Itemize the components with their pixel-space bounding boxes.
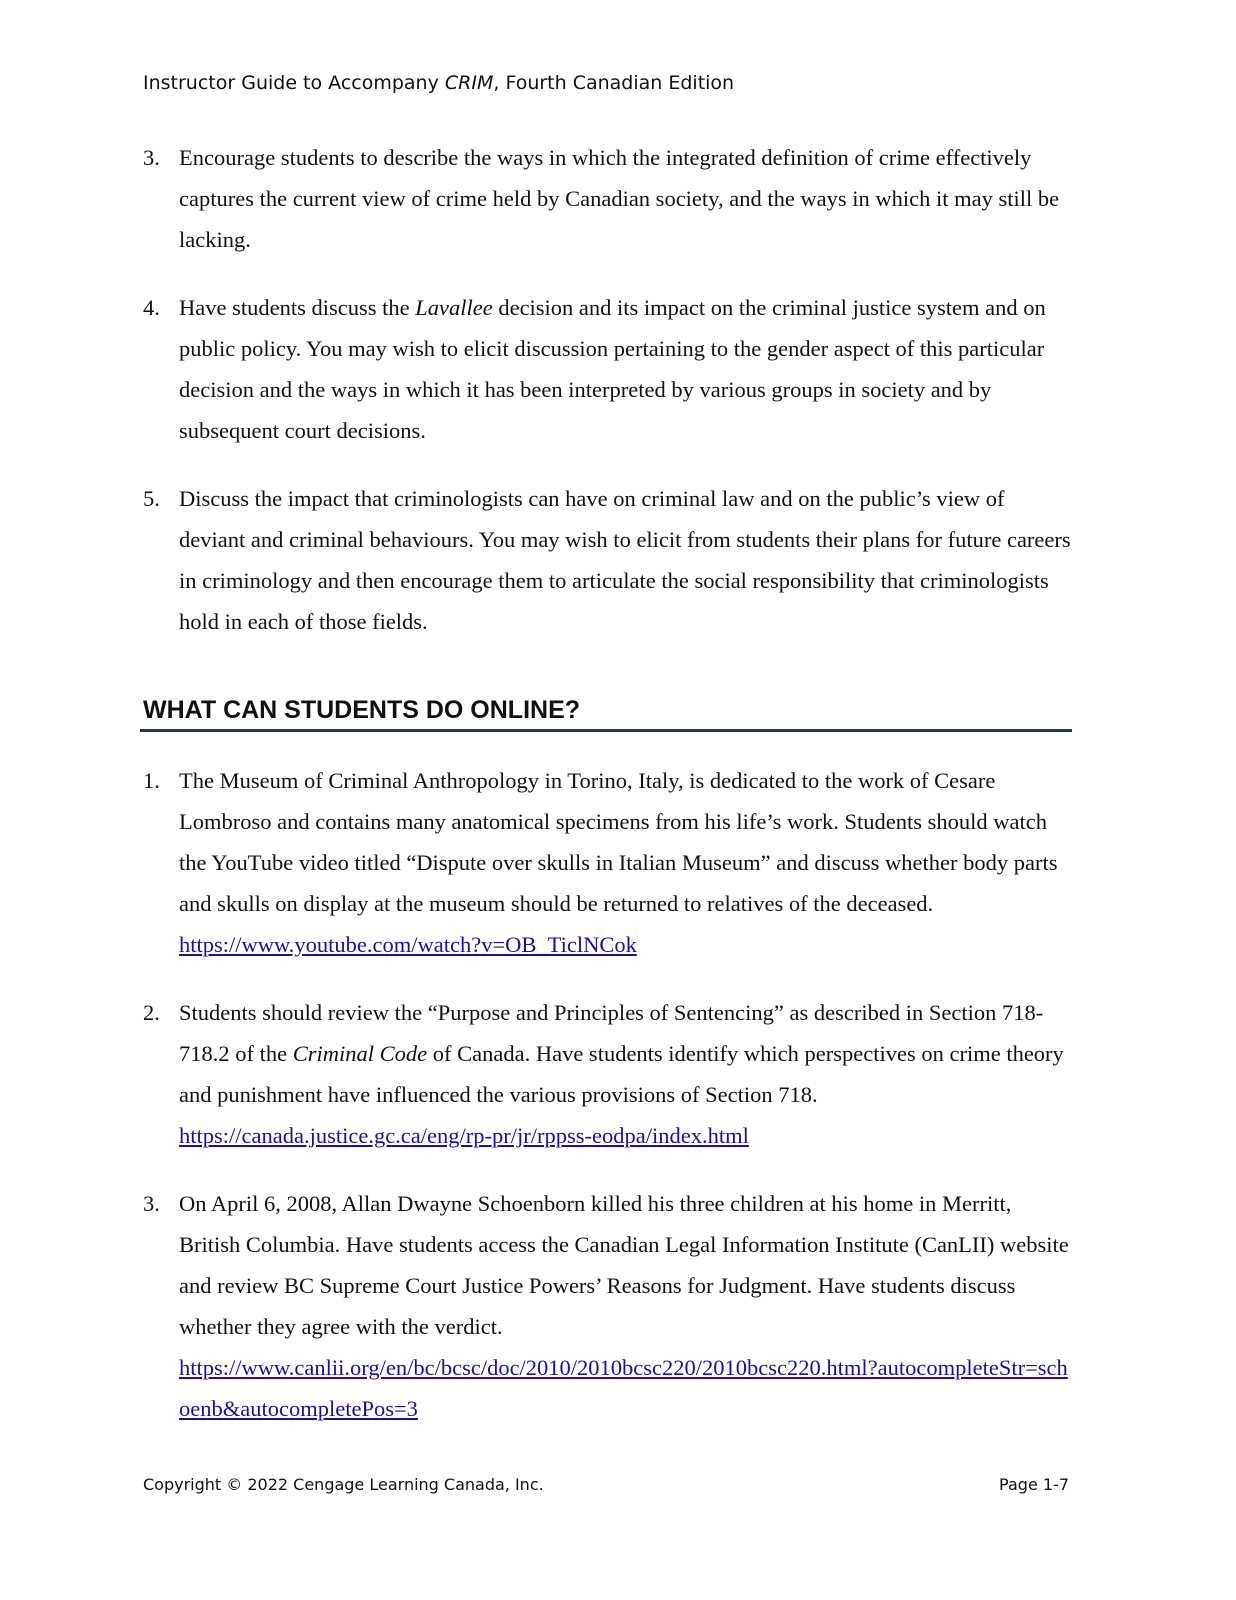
item-number: 4.	[143, 295, 160, 320]
item-text: Discuss the impact that criminologists can have on criminal law and on the public’s view of deviant and criminal behaviours. You may wish to elicit from students their plans for future careers in criminology and then encourage them to articulate the social responsibility that criminologists hold in each of those fields.	[179, 486, 1071, 634]
item-number: 3.	[143, 145, 160, 170]
item-text: Encourage students to describe the ways in which the integrated definition of crime effectively captures the current view of crime held by Canadian society, and the ways in which it may still be lacking.	[179, 145, 1060, 252]
header-book-title: CRIM	[444, 72, 494, 94]
case-name: Lavallee	[415, 295, 493, 320]
item-text-after: decision and its impact on the criminal justice system and on public policy. You may wish to elicit discussion pertaining to the gender aspect of this particular decision and the ways in which it has been interpreted by various groups in society and by subsequent court decisions.	[179, 295, 1046, 443]
canlii-link[interactable]: https://www.canlii.org/en/bc/bcsc/doc/2010/2010bcsc220/2010bcsc220.html?autocompleteStr=schoenb&autocompletePos=3	[179, 1355, 1068, 1421]
discussion-list	[143, 137, 1073, 642]
page-number: Page 1-7	[999, 1475, 1069, 1494]
item-number: 1.	[143, 768, 160, 793]
list-item	[143, 478, 1073, 642]
item-number: 2.	[143, 1000, 160, 1025]
list-item	[143, 760, 1073, 965]
item-number: 5.	[143, 486, 160, 511]
list-item	[143, 137, 1073, 260]
list-item	[143, 1183, 1073, 1429]
list-item	[143, 992, 1073, 1156]
item-text-before: Have students discuss the	[179, 295, 416, 320]
running-header	[143, 72, 734, 94]
list-item	[143, 287, 1073, 451]
header-prefix: Instructor Guide to Accompany	[143, 72, 445, 94]
item-text	[179, 992, 1073, 1115]
item-text: On April 6, 2008, Allan Dwayne Schoenborn killed his three children at his home in Merritt, British Columbia. Have students access the Canadian Legal Information Institute (CanLII) website and review BC Supreme Court Justice Powers’ Reasons for Judgment. Have students discuss whether they agree with the verdict.	[179, 1191, 1069, 1339]
section-heading: WHAT CAN STUDENTS DO ONLINE?	[143, 696, 581, 724]
item-text	[179, 287, 1073, 451]
item-number: 3.	[143, 1191, 160, 1216]
youtube-link[interactable]: https://www.youtube.com/watch?v=OB_TiclNCok	[179, 932, 637, 957]
item-text-after: of Canada. Have students identify which perspectives on crime theory and punishment have influenced the various provisions of Section 718.	[179, 1041, 1064, 1107]
copyright-footer: Copyright © 2022 Cengage Learning Canada, Inc.	[143, 1475, 544, 1494]
item-text	[179, 760, 1073, 965]
item-text-before: Students should review the “Purpose and Principles of Sentencing” as described in Section 718-718.2 of the	[179, 1000, 1044, 1066]
heading-rule	[140, 729, 1072, 732]
criminal-code-title: Criminal Code	[292, 1041, 428, 1066]
header-suffix: , Fourth Canadian Edition	[493, 72, 735, 94]
online-activities-list	[143, 760, 1073, 1429]
item-text-body: The Museum of Criminal Anthropology in Torino, Italy, is dedicated to the work of Cesare Lombroso and contains many anatomical specimens from his life’s work. Students should watch the YouTube video titled “Dispute over skulls in Italian Museum” and discuss whether body parts and skulls on display at the museum should be returned to relatives of the deceased.	[179, 768, 1058, 916]
justice-canada-link[interactable]: https://canada.justice.gc.ca/eng/rp-pr/jr/rppss-eodpa/index.html	[179, 1123, 749, 1148]
